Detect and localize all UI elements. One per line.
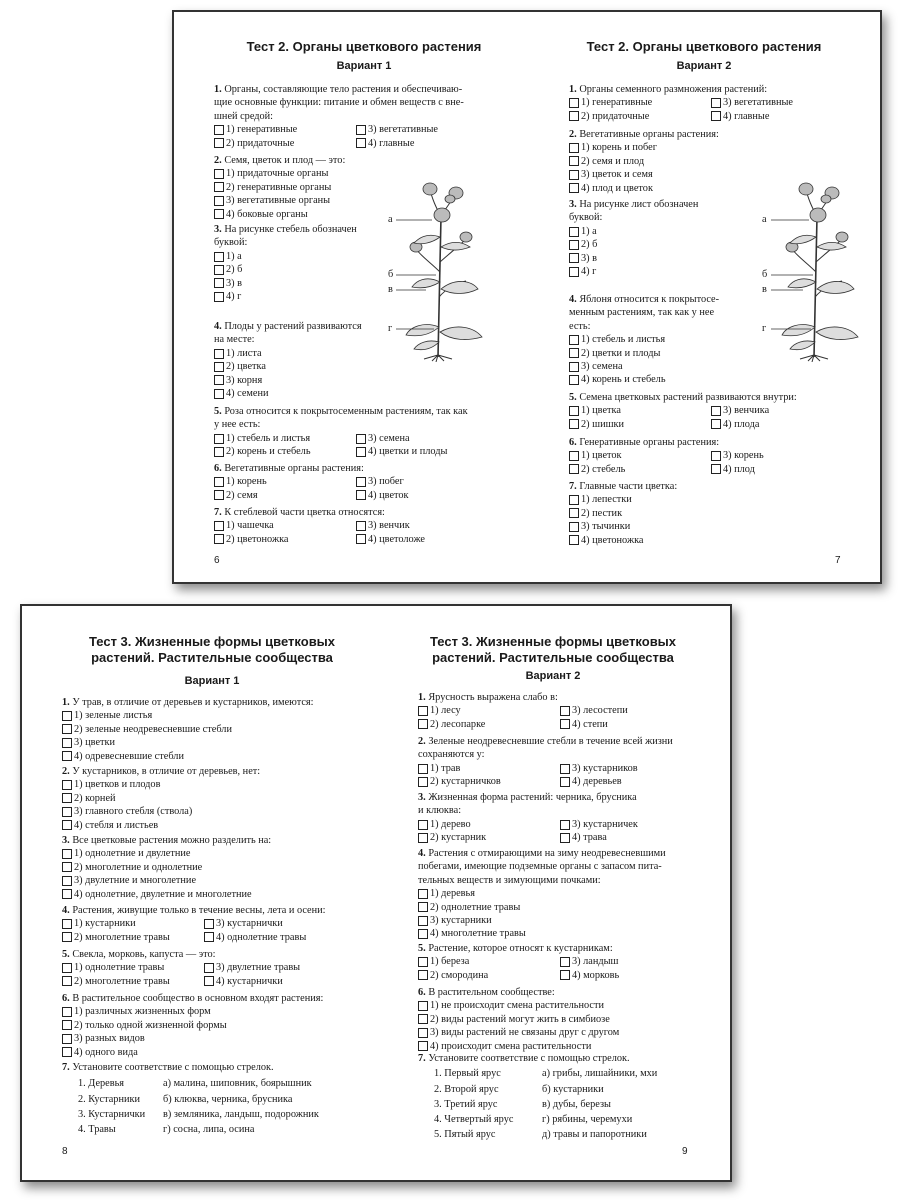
checkbox[interactable] (560, 764, 570, 774)
checkbox[interactable] (62, 711, 72, 721)
checkbox[interactable] (214, 292, 224, 302)
answer-option[interactable]: 1) корень и побег (569, 141, 769, 154)
checkbox[interactable] (214, 490, 224, 500)
answer-option[interactable]: 2) стебель (569, 463, 711, 476)
checkbox[interactable] (214, 521, 224, 531)
checkbox[interactable] (214, 389, 224, 399)
checkbox[interactable] (569, 267, 579, 277)
checkbox[interactable] (711, 406, 721, 416)
page-title: Тест 2. Органы цветкового растения (586, 39, 822, 54)
answer-option[interactable]: 1) кустарники (62, 917, 204, 930)
answer-option[interactable]: 3) побег (356, 475, 506, 488)
checkbox[interactable] (569, 362, 579, 372)
match-right-item: г) рябины, черемухи (542, 1113, 633, 1125)
answer-option[interactable]: 2) кустарник (418, 831, 560, 844)
checkbox[interactable] (214, 278, 224, 288)
answer-option[interactable]: 3) семена (356, 432, 506, 445)
answer-option[interactable]: 4) плода (711, 418, 861, 431)
match-left-item: 1. Деревья (78, 1078, 125, 1090)
checkbox[interactable] (711, 464, 721, 474)
checkbox[interactable] (356, 125, 366, 135)
answer-option[interactable]: 1) цветок (569, 449, 711, 462)
question-2: 2. У кустарников, в отличие от деревьев, нет: 1) цветков и плодов 2) корней 3) главного стебля (ствола) 4) стебля и листьев (62, 765, 362, 832)
answer-option[interactable]: 4) корень и стебель (569, 373, 759, 386)
question-6: 6. В растительном сообществе: 1) не происходит смена растительности 2) виды растений могут жить в симбиозе 3) виды растений не связаны друг с другом 4) происходит смена растительности (418, 986, 718, 1053)
question-2: 2. Зеленые неодревесневшие стебли в течение всей жизни сохраняются у: 1) трав 3) кустарников 2) кустарничков 4) деревьев (418, 735, 718, 789)
checkbox[interactable] (214, 434, 224, 444)
variant-label: Вариант 1 (184, 675, 240, 687)
match-left-item: 2. Второй ярус (434, 1083, 499, 1095)
checkbox[interactable] (418, 706, 428, 716)
checkbox[interactable] (569, 451, 579, 461)
checkbox[interactable] (62, 724, 72, 734)
answer-option[interactable]: 2) цветки и плоды (569, 347, 759, 360)
checkbox[interactable] (62, 963, 72, 973)
checkbox[interactable] (356, 434, 366, 444)
checkbox[interactable] (560, 777, 570, 787)
checkbox[interactable] (204, 963, 214, 973)
answer-option[interactable]: 3) кустарники (418, 914, 718, 927)
figure-label-g: г (762, 323, 767, 334)
checkbox[interactable] (356, 521, 366, 531)
answer-option[interactable]: 2) цветка (214, 360, 394, 373)
checkbox[interactable] (569, 495, 579, 505)
match-left-item: 3. Кустарнички (78, 1108, 146, 1120)
answer-option[interactable]: 4) семени (214, 387, 394, 400)
checkbox[interactable] (356, 138, 366, 148)
checkbox[interactable] (418, 777, 428, 787)
checkbox[interactable] (418, 902, 428, 912)
answer-option[interactable]: 1) чашечка (214, 519, 356, 532)
answer-option[interactable]: 3) семена (569, 360, 759, 373)
checkbox[interactable] (560, 833, 570, 843)
answer-option[interactable]: 2) б (569, 238, 749, 251)
checkbox[interactable] (62, 1007, 72, 1017)
checkbox[interactable] (569, 183, 579, 193)
page-number: 7 (835, 555, 841, 566)
checkbox[interactable] (711, 451, 721, 461)
checkbox[interactable] (569, 508, 579, 518)
answer-option[interactable]: 2) зеленые неодревесневшие стебли (62, 723, 362, 736)
answer-option[interactable]: 2) лесопарке (418, 718, 560, 731)
match-right-item: д) травы и папоротники (542, 1129, 647, 1141)
label-pointer-lines (771, 217, 813, 337)
question-1: 1. Органы семенного размножения растений: 1) генеративные 3) вегетативные 2) придаточные 4) главные (569, 83, 869, 123)
checkbox[interactable] (204, 919, 214, 929)
answer-option[interactable]: 1) а (569, 225, 749, 238)
answer-option[interactable]: 3) вегетативные органы (214, 194, 394, 207)
match-right-item: в) дубы, березы (542, 1098, 611, 1110)
answer-option[interactable]: 3) в (214, 277, 394, 290)
variant-label: Вариант 2 (676, 60, 732, 72)
answer-option[interactable]: 1) трав (418, 762, 560, 775)
checkbox[interactable] (356, 534, 366, 544)
question-2: 2. Семя, цветок и плод — это: 1) придаточные органы 2) генеративные органы 3) вегетативные органы 4) боковые органы (214, 154, 394, 221)
answer-option[interactable]: 1) дерево (418, 818, 560, 831)
top-spread (172, 10, 882, 584)
answer-option[interactable]: 3) корня (214, 374, 394, 387)
checkbox[interactable] (418, 929, 428, 939)
answer-option[interactable]: 2) многолетние и однолетние (62, 861, 362, 874)
checkbox[interactable] (214, 349, 224, 359)
page-title: Тест 3. Жизненные формы цветковых растений. Растительные сообщества (429, 634, 677, 665)
checkbox[interactable] (418, 889, 428, 899)
checkbox[interactable] (356, 447, 366, 457)
checkbox[interactable] (214, 265, 224, 275)
checkbox[interactable] (62, 793, 72, 803)
label-pointer-lines (396, 217, 436, 337)
checkbox[interactable] (569, 111, 579, 121)
question-3: 3. На рисунке лист обозначен буквой: 1) а 2) б 3) в 4) г (569, 198, 749, 278)
question-1: 1. У трав, в отличие от деревьев и кустарников, имеются: 1) зеленые листья 2) зеленые неодревесневшие стебли 3) цветки 4) одревесневшие стебли (62, 696, 362, 763)
checkbox[interactable] (569, 348, 579, 358)
figure-label-a: а (388, 214, 393, 225)
page-8 (22, 606, 378, 1180)
checkbox[interactable] (356, 477, 366, 487)
answer-option[interactable]: 1) придаточные органы (214, 167, 394, 180)
question-3: 3. На рисунке стебель обозначен буквой: 1) а 2) б 3) в 4) г (214, 223, 394, 303)
checkbox[interactable] (418, 957, 428, 967)
question-4: 4. Растения с отмирающими на зиму неодревесневшими побегами, имеющие подземные органы с запасом пита- тельных веществ и зимующими почками: 1) деревья 2) однолетние травы 3) кустарники 4) многолетние травы (418, 847, 718, 941)
checkbox[interactable] (62, 889, 72, 899)
answer-option[interactable]: 2) семя и плод (569, 155, 769, 168)
figure-label-g: г (388, 323, 393, 334)
answer-option[interactable]: 4) однолетние травы (204, 931, 354, 944)
answer-option[interactable]: 4) стебля и листьев (62, 819, 362, 832)
matching-table (418, 1066, 718, 1142)
answer-option[interactable]: 2) цветоножка (214, 533, 356, 546)
checkbox[interactable] (569, 375, 579, 385)
figure-label-a: а (762, 214, 767, 225)
answer-option[interactable]: 3) главного стебля (ствола) (62, 805, 362, 818)
answer-option[interactable]: 4) г (569, 265, 749, 278)
match-left-item: 3. Третий ярус (434, 1098, 498, 1110)
answer-option[interactable]: 1) а (214, 250, 394, 263)
checkbox[interactable] (214, 252, 224, 262)
answer-option[interactable]: 2) смородина (418, 969, 560, 982)
checkbox[interactable] (418, 833, 428, 843)
match-left-item: 1. Первый ярус (434, 1068, 501, 1080)
question-7: 7. Установите соответствие с помощью стрелок. 1. Первый ярус а) грибы, лишайники, мхи 2. Второй ярус б) кустарники 3. Третий ярус в) дубы, березы 4. Четвертый ярус г) рябины, черемухи 5. Пятый ярус д) травы и папоротники (418, 1052, 718, 1142)
answer-option[interactable]: 4) морковь (560, 969, 710, 982)
variant-label: Вариант 2 (525, 670, 581, 682)
checkbox[interactable] (560, 820, 570, 830)
checkbox[interactable] (418, 1014, 428, 1024)
checkbox[interactable] (62, 932, 72, 942)
answer-option[interactable]: 3) в (569, 252, 749, 265)
checkbox[interactable] (62, 1034, 72, 1044)
answer-option[interactable]: 1) цветка (569, 404, 711, 417)
checkbox[interactable] (560, 957, 570, 967)
checkbox[interactable] (62, 807, 72, 817)
answer-option[interactable]: 1) однолетние травы (62, 961, 204, 974)
checkbox[interactable] (62, 1047, 72, 1057)
checkbox[interactable] (62, 1020, 72, 1030)
checkbox[interactable] (569, 170, 579, 180)
checkbox[interactable] (418, 764, 428, 774)
match-left-item: 4. Травы (78, 1123, 116, 1135)
answer-option[interactable]: 3) цветки (62, 736, 362, 749)
question-7: 7. К стеблевой части цветка относятся: 1) чашечка 3) венчик 2) цветоножка 4) цветоложе (214, 506, 514, 546)
answer-option[interactable]: 3) корень (711, 449, 861, 462)
question-1: 1. Органы, составляющие тело растения и обеспечиваю- щие основные функции: питание и обмен веществ с вне- шней средой: 1) генеративные 3) вегетативные 2) придаточные 4) главные (214, 83, 514, 150)
answer-option[interactable]: 4) степи (560, 718, 710, 731)
checkbox[interactable] (711, 111, 721, 121)
answer-option[interactable]: 4) цветоложе (356, 533, 506, 546)
match-right-item: б) кустарники (542, 1083, 604, 1095)
checkbox[interactable] (62, 820, 72, 830)
bottom-spread (20, 604, 732, 1182)
answer-option[interactable]: 3) тычинки (569, 520, 769, 533)
checkbox[interactable] (418, 1001, 428, 1011)
answer-option[interactable]: 2) пестик (569, 507, 769, 520)
match-left-item: 5. Пятый ярус (434, 1129, 496, 1141)
checkbox[interactable] (569, 98, 579, 108)
answer-option[interactable]: 4) цветок (356, 489, 506, 502)
page-number: 9 (682, 1146, 688, 1157)
answer-option[interactable]: 4) цветки и плоды (356, 445, 506, 458)
question-4: 4. Растения, живущие только в течение весны, лета и осени: 1) кустарники 3) кустарнички 2) многолетние травы 4) однолетние травы (62, 904, 362, 944)
answer-option[interactable]: 3) кустарнички (204, 917, 354, 930)
question-4: 4. Яблоня относится к покрытосе- менным растениям, так как у нее есть: 1) стебель и листья 2) цветки и плоды 3) семена 4) корень и стебель (569, 293, 759, 387)
question-1: 1. Ярусность выражена слабо в: 1) лесу 3) лесостепи 2) лесопарке 4) степи (418, 691, 718, 731)
checkbox[interactable] (418, 820, 428, 830)
answer-option[interactable]: 2) однолетние травы (418, 901, 718, 914)
checkbox[interactable] (214, 534, 224, 544)
checkbox[interactable] (214, 362, 224, 372)
checkbox[interactable] (62, 976, 72, 986)
question-6: 6. В растительное сообщество в основном входят растения: 1) различных жизненных форм 2) только одной жизненной формы 3) разных видов 4) одного вида (62, 992, 362, 1059)
match-right-item: г) сосна, липа, осина (163, 1123, 255, 1135)
checkbox[interactable] (214, 125, 224, 135)
answer-option[interactable]: 3) кустарников (560, 762, 710, 775)
answer-option[interactable]: 1) деревья (418, 887, 718, 900)
question-5: 5. Свекла, морковь, капуста — это: 1) однолетние травы 3) двулетние травы 2) многолетние травы 4) кустарнички (62, 948, 362, 988)
checkbox[interactable] (569, 419, 579, 429)
answer-option[interactable]: 2) кустарничков (418, 775, 560, 788)
answer-option[interactable]: 2) придаточные (569, 110, 711, 123)
checkbox[interactable] (214, 169, 224, 179)
answer-option[interactable]: 4) плод и цветок (569, 182, 769, 195)
answer-option[interactable]: 2) только одной жизненной формы (62, 1019, 362, 1032)
match-left-item: 2. Кустарники (78, 1093, 140, 1105)
answer-option[interactable]: 4) деревьев (560, 775, 710, 788)
checkbox[interactable] (569, 253, 579, 263)
checkbox[interactable] (214, 209, 224, 219)
answer-option[interactable]: 3) двулетние и многолетние (62, 874, 362, 887)
answer-option[interactable]: 3) цветок и семя (569, 168, 769, 181)
answer-option[interactable]: 2) корней (62, 792, 362, 805)
answer-option[interactable]: 1) стебель и листья (569, 333, 759, 346)
answer-option[interactable]: 1) генеративные (214, 123, 356, 136)
answer-option[interactable]: 3) вегетативные (711, 96, 861, 109)
checkbox[interactable] (569, 156, 579, 166)
answer-option[interactable]: 3) виды растений не связаны друг с другом (418, 1026, 718, 1039)
figure-label-v: в (388, 284, 393, 295)
checkbox[interactable] (569, 522, 579, 532)
page-6 (174, 12, 529, 582)
answer-option[interactable]: 2) корень и стебель (214, 445, 356, 458)
answer-option[interactable]: 3) разных видов (62, 1032, 362, 1045)
checkbox[interactable] (214, 182, 224, 192)
answer-option[interactable]: 3) венчик (356, 519, 506, 532)
answer-option[interactable]: 4) цветоножка (569, 534, 769, 547)
checkbox[interactable] (214, 138, 224, 148)
answer-option[interactable]: 2) виды растений могут жить в симбиозе (418, 1013, 718, 1026)
question-6: 6. Вегетативные органы растения: 1) корень 3) побег 2) семя 4) цветок (214, 462, 514, 502)
answer-option[interactable]: 3) венчика (711, 404, 861, 417)
answer-option[interactable]: 4) главные (711, 110, 861, 123)
question-7: 7. Главные части цветка: 1) лепестки 2) пестик 3) тычинки 4) цветоножка (569, 480, 769, 547)
checkbox[interactable] (711, 419, 721, 429)
checkbox[interactable] (418, 1028, 428, 1038)
answer-option[interactable]: 1) лесу (418, 704, 560, 717)
matching-table (62, 1076, 362, 1137)
checkbox[interactable] (62, 919, 72, 929)
question-5: 5. Роза относится к покрытосеменным растениям, так как у нее есть: 1) стебель и листья 3) семена 2) корень и стебель 4) цветки и плоды (214, 405, 514, 459)
answer-option[interactable]: 2) придаточные (214, 137, 356, 150)
checkbox[interactable] (418, 916, 428, 926)
match-right-item: а) малина, шиповник, боярышник (163, 1078, 312, 1090)
checkbox[interactable] (418, 719, 428, 729)
page-title: Тест 2. Органы цветкового растения (246, 39, 482, 54)
answer-option[interactable]: 4) боковые органы (214, 208, 394, 221)
answer-option[interactable]: 3) вегетативные (356, 123, 506, 136)
checkbox[interactable] (569, 406, 579, 416)
question-3: 3. Все цветковые растения можно разделить на: 1) однолетние и двулетние 2) многолетние и однолетние 3) двулетние и многолетние 4) однолетние, двулетние и многолетние (62, 834, 362, 901)
variant-label: Вариант 1 (336, 60, 392, 72)
figure-label-b: б (762, 269, 768, 280)
answer-option[interactable]: 1) цветков и плодов (62, 778, 362, 791)
checkbox[interactable] (560, 719, 570, 729)
checkbox[interactable] (204, 976, 214, 986)
answer-option[interactable]: 4) трава (560, 831, 710, 844)
checkbox[interactable] (62, 876, 72, 886)
answer-option[interactable]: 2) генеративные органы (214, 181, 394, 194)
answer-option[interactable]: 4) однолетние, двулетние и многолетние (62, 888, 362, 901)
checkbox[interactable] (214, 447, 224, 457)
answer-option[interactable]: 2) многолетние травы (62, 975, 204, 988)
match-right-item: а) грибы, лишайники, мхи (542, 1068, 658, 1080)
answer-option[interactable]: 4) многолетние травы (418, 927, 718, 940)
checkbox[interactable] (569, 535, 579, 545)
answer-option[interactable]: 1) генеративные (569, 96, 711, 109)
answer-option[interactable]: 1) лепестки (569, 493, 769, 506)
match-right-item: в) земляника, ландыш, подорожник (163, 1108, 319, 1120)
checkbox[interactable] (711, 98, 721, 108)
page-7 (529, 12, 880, 582)
question-7: 7. Установите соответствие с помощью стрелок. 1. Деревья а) малина, шиповник, боярышник 2. Кустарники б) клюква, черника, брусника 3. Кустарнички в) земляника, ландыш, подорожник 4. Травы г) сосна, липа, осина (62, 1061, 362, 1137)
question-5: 5. Растение, которое относят к кустарникам: 1) береза 3) ландыш 2) смородина 4) морковь (418, 942, 718, 982)
checkbox[interactable] (356, 490, 366, 500)
checkbox[interactable] (214, 477, 224, 487)
answer-option[interactable]: 4) одного вида (62, 1046, 362, 1059)
answer-option[interactable]: 1) зеленые листья (62, 709, 362, 722)
figure-label-v: в (762, 284, 767, 295)
checkbox[interactable] (62, 849, 72, 859)
answer-option[interactable]: 4) плод (711, 463, 861, 476)
question-6: 6. Генеративные органы растения: 1) цветок 3) корень 2) стебель 4) плод (569, 436, 869, 476)
checkbox[interactable] (569, 227, 579, 237)
checkbox[interactable] (204, 932, 214, 942)
page-number: 6 (214, 555, 220, 566)
answer-option[interactable]: 4) г (214, 290, 394, 303)
checkbox[interactable] (62, 780, 72, 790)
answer-option[interactable]: 4) одревесневшие стебли (62, 750, 362, 763)
answer-option[interactable]: 3) лесостепи (560, 704, 710, 717)
question-5: 5. Семена цветковых растений развиваются внутри: 1) цветка 3) венчика 2) шишки 4) плода (569, 391, 869, 431)
answer-option[interactable]: 3) кустарничек (560, 818, 710, 831)
checkbox[interactable] (569, 240, 579, 250)
figure-label-b: б (388, 269, 394, 280)
answer-option[interactable]: 4) главные (356, 137, 506, 150)
checkbox[interactable] (569, 464, 579, 474)
match-right-item: б) клюква, черника, брусника (163, 1093, 293, 1105)
checkbox[interactable] (214, 196, 224, 206)
question-4: 4. Плоды у растений развиваются на месте: 1) листа 2) цветка 3) корня 4) семени (214, 320, 394, 400)
checkbox[interactable] (418, 970, 428, 980)
answer-option[interactable]: 1) не происходит смена растительности (418, 999, 718, 1012)
answer-option[interactable]: 2) семя (214, 489, 356, 502)
match-left-item: 4. Четвертый ярус (434, 1113, 514, 1125)
answer-option[interactable]: 1) однолетние и двулетние (62, 847, 362, 860)
answer-option[interactable]: 1) листа (214, 347, 394, 360)
answer-option[interactable]: 2) шишки (569, 418, 711, 431)
answer-option[interactable]: 3) двулетние травы (204, 961, 354, 974)
answer-option[interactable]: 4) происходит смена растительности (418, 1040, 718, 1053)
checkbox[interactable] (569, 143, 579, 153)
answer-option[interactable]: 1) стебель и листья (214, 432, 356, 445)
answer-option[interactable]: 4) кустарнички (204, 975, 354, 988)
checkbox[interactable] (560, 970, 570, 980)
checkbox[interactable] (62, 862, 72, 872)
page-title: Тест 3. Жизненные формы цветковых растений. Растительные сообщества (88, 634, 336, 665)
answer-option[interactable]: 1) береза (418, 955, 560, 968)
question-2: 2. Вегетативные органы растения: 1) корень и побег 2) семя и плод 3) цветок и семя 4) плод и цветок (569, 128, 769, 195)
answer-option[interactable]: 1) различных жизненных форм (62, 1005, 362, 1018)
question-3: 3. Жизненная форма растений: черника, брусника и клюква: 1) дерево 3) кустарничек 2) кустарник 4) трава (418, 791, 718, 845)
checkbox[interactable] (62, 751, 72, 761)
answer-option[interactable]: 3) ландыш (560, 955, 710, 968)
answer-option[interactable]: 1) корень (214, 475, 356, 488)
page-number: 8 (62, 1146, 68, 1157)
checkbox[interactable] (62, 738, 72, 748)
checkbox[interactable] (214, 375, 224, 385)
answer-option[interactable]: 2) б (214, 263, 394, 276)
checkbox[interactable] (560, 706, 570, 716)
checkbox[interactable] (569, 335, 579, 345)
checkbox[interactable] (418, 1041, 428, 1051)
answer-option[interactable]: 2) многолетние травы (62, 931, 204, 944)
page-9 (378, 606, 730, 1180)
